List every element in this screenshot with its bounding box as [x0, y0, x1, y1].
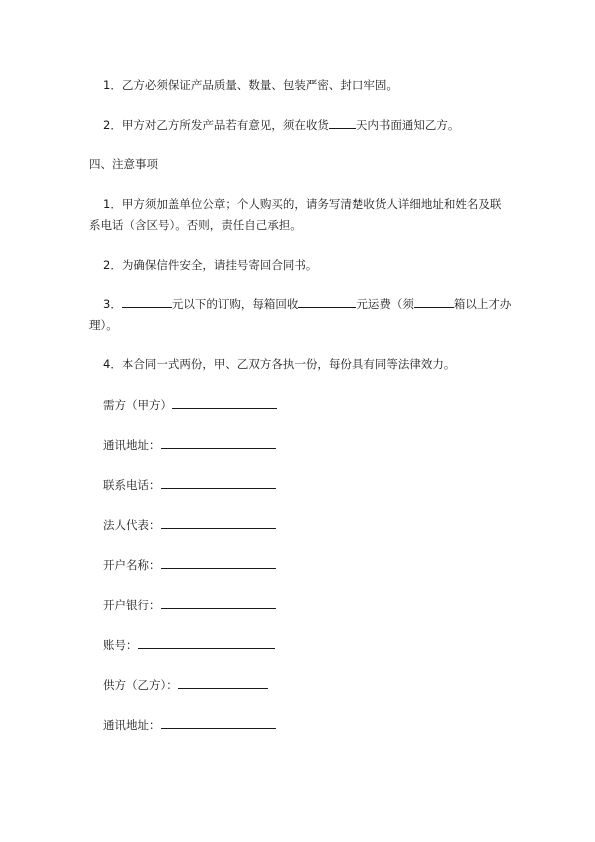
field-legal-rep-label: 法人代表： [103, 518, 161, 532]
field-account-name-label: 开户名称： [103, 558, 161, 572]
field-supplier-address [103, 714, 276, 736]
days-blank[interactable] [329, 115, 356, 129]
field-legal-rep-input[interactable] [161, 515, 276, 529]
note-4-text: 4．本合同一式两份，甲、乙双方各执一份，每份具有同等法律效力。 [103, 357, 456, 371]
clause-quality-text: 1．乙方必须保证产品质量、数量、包装严密、封口牢固。 [103, 78, 398, 92]
note-3-line2: 理）。 [89, 318, 118, 332]
field-buyer-address-label: 通讯地址： [103, 438, 161, 452]
field-supplier-input[interactable] [178, 675, 268, 689]
field-account-number-input[interactable] [138, 635, 275, 649]
note-3-text-b: 元以下的订购，每箱回收 [171, 297, 299, 311]
field-account-name-input[interactable] [161, 555, 276, 569]
field-supplier [103, 674, 268, 696]
note-1-line2: 系电话（含区号）。否则，责任自己承担。 [89, 218, 302, 232]
clause-objection-text-before: 2．甲方对乙方所发产品若有意见，须在收货 [103, 118, 329, 132]
note-3-cont [89, 314, 509, 336]
field-buyer-input[interactable] [172, 395, 277, 409]
field-phone-label: 联系电话： [103, 478, 161, 492]
field-supplier-address-input[interactable] [161, 715, 276, 729]
note-2-text: 2．为确保信件安全，请挂号寄回合同书。 [103, 258, 318, 272]
field-phone-input[interactable] [161, 475, 276, 489]
boxes-blank[interactable] [414, 294, 454, 308]
field-account-number [103, 634, 275, 656]
section-title-notes-text: 四、注意事项 [89, 157, 158, 171]
note-3 [103, 293, 523, 315]
field-buyer-address-input[interactable] [161, 435, 276, 449]
field-supplier-address-label: 通讯地址： [103, 718, 161, 732]
field-supplier-label: 供方（乙方）： [103, 678, 178, 692]
clause-objection-text-after: 天内书面通知乙方。 [355, 118, 460, 132]
note-3-text-d: 箱以上才办 [453, 297, 512, 311]
note-4 [103, 353, 523, 375]
clause-quality [103, 74, 523, 96]
field-phone [103, 474, 276, 496]
note-3-prefix: 3． [103, 297, 122, 311]
freight-blank[interactable] [298, 294, 356, 308]
field-bank [103, 594, 276, 616]
section-title-notes [89, 153, 509, 175]
field-legal-rep [103, 514, 276, 536]
field-bank-input[interactable] [161, 595, 276, 609]
amount-blank[interactable] [122, 294, 172, 308]
note-1-cont [89, 214, 509, 236]
field-buyer [103, 394, 277, 416]
clause-objection [103, 114, 523, 136]
note-1 [103, 193, 523, 215]
field-buyer-address [103, 434, 276, 456]
note-1-line1: 1．甲方须加盖单位公章；个人购买的，请务写清楚收货人详细地址和姓名及联 [103, 197, 502, 211]
note-3-text-c: 元运费（须 [356, 297, 414, 311]
field-buyer-label: 需方（甲方） [103, 398, 172, 412]
field-account-number-label: 账号： [103, 638, 138, 652]
note-2 [103, 254, 523, 276]
field-account-name [103, 554, 276, 576]
field-bank-label: 开户银行： [103, 598, 161, 612]
